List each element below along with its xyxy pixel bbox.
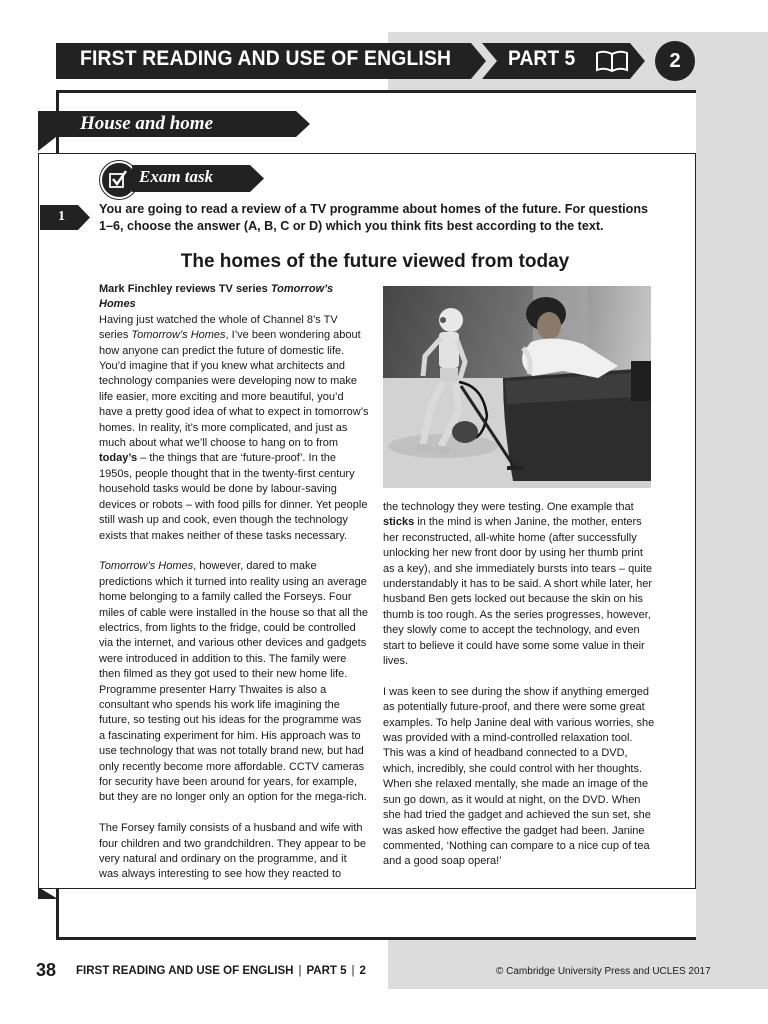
article-column-2	[383, 500, 655, 885]
ribbon-fold	[38, 137, 56, 151]
unit-number-badge: 2	[655, 41, 695, 81]
frame-bottom-rule	[56, 937, 696, 940]
paragraph-text: I was keen to see during the show if anything emerged as potentially future-proof, and there were some great examples. To help Janine deal with various worries, she was provided with a mind-controlled relaxation tool. This was a kind of headband connected to a DVD, which, incredibly, she could control with her thoughts. When she relaxed mentally, she made an image of the sun go down, as it would at night, on the DVD. When she had tried the gadget and achieved the sun set, she was asked how effective the gadget had been. Janine commented, ‘Nothing can compare to a nice cup of tea and a good soap opera!’	[383, 685, 655, 868]
robot-vacuuming-photo	[383, 286, 651, 488]
box-corner-fold	[38, 887, 58, 899]
section-heading: House and home	[80, 113, 214, 134]
paragraph-text: the technology they were testing. One example that	[383, 501, 634, 513]
highlighted-word: sticks	[383, 516, 415, 529]
open-book-icon	[595, 50, 629, 72]
task-instructions: You are going to read a review of a TV programme about homes of the future. For questions 1–6, choose the answer (A, B, C or D) which you think fits best according to the text.	[99, 202, 649, 233]
paragraph	[383, 685, 655, 870]
copyright-notice: © Cambridge University Press and UCLES 2017	[496, 966, 711, 977]
paragraph	[99, 821, 369, 883]
paragraph	[383, 500, 655, 669]
footer-section	[76, 965, 366, 977]
header-part-label: PART 5	[508, 47, 576, 70]
article-byline	[99, 282, 369, 313]
question-number: 1	[58, 209, 65, 224]
paragraph-text: – the things that are ‘future-proof’. In the 1950s, people thought that in the twenty-first century household tasks would be done by labour-saving devices or robots – with food pills for dinner. Yet people still wash up and cook, even though the technology exists that makes neither of these tasks necessary.	[99, 452, 368, 542]
show-title: Tomorrow’s Homes	[99, 560, 194, 573]
footer-part: PART 5	[306, 965, 347, 977]
byline-show-title: Tomorrow’s Homes	[99, 283, 334, 311]
paragraph	[99, 559, 369, 806]
article-column-1	[99, 282, 369, 898]
paragraph-text: , I’ve been wondering about how anyone can predict the future of domestic life. You’d imagine that if you knew what architects and technology companies were developing now to make life easier, more exciting and more beautiful, you’d have a pretty good idea of what to expect in tomorrow’s homes. In reality, it’s more complicated, and just as much about what we’ll choose to hang on to from	[99, 329, 369, 450]
article-title: The homes of the future viewed from today	[180, 251, 570, 272]
paragraph	[99, 313, 369, 544]
footer-separator: |	[351, 965, 355, 977]
paragraph-text: Having just watched the whole of Channel 8’s TV series	[99, 313, 338, 342]
paragraph-text: in the mind is when Janine, the mother, enters her reconstructed, all-white home (after successfully unlocking her new front door by using her thumb print as a key), and she immediately bursts into tears – quite understandably it has to be said. A short while later, her husband Ben gets locked out because the skin on his thumb is too rough. As the series progresses, however, they slowly come to accept the technology, and even start to believe it could have some some value in their lives.	[383, 516, 653, 668]
byline-prefix: Mark Finchley reviews TV series	[99, 283, 271, 295]
page-number: 38	[36, 960, 57, 980]
footer-separator: |	[298, 965, 302, 977]
checkbox-icon	[107, 168, 129, 190]
frame-top-rule	[56, 90, 696, 93]
paragraph-text: The Forsey family consists of a husband and wife with four children and two grandchildren. They appear to be very natural and ordinary on the programme, and it was always interesting to see how they reacted to	[99, 822, 367, 881]
exam-task-label: Exam task	[139, 167, 214, 186]
paragraph-text: , however, dared to make predictions which it turned into reality using an average home belonging to a family called the Forseys. Four miles of cable were installed in the house so that all the electrics, from lights to the fridge, could be controlled via the internet, and various other devices and gadgets were introduced in addition to this. The family were then filmed as they got used to their new home life. Programme presenter Harry Thwaites is also a consultant who spends his work life imagining the future, so testing out his ideas for the programme was a fascinating experiment for him. His approach was to use technology that was not totally brand new, but had only recently become more affordable. CCTV cameras for security have been around for years, for example, but they are no longer only an option for the mega-rich.	[99, 560, 369, 804]
header-section-title: FIRST READING AND USE OF ENGLISH	[80, 47, 452, 70]
highlighted-word: today’s	[99, 452, 138, 465]
show-title: Tomorrow’s Homes	[131, 329, 226, 342]
footer-section-title: FIRST READING AND USE OF ENGLISH	[76, 965, 294, 977]
footer-unit: 2	[359, 965, 366, 977]
